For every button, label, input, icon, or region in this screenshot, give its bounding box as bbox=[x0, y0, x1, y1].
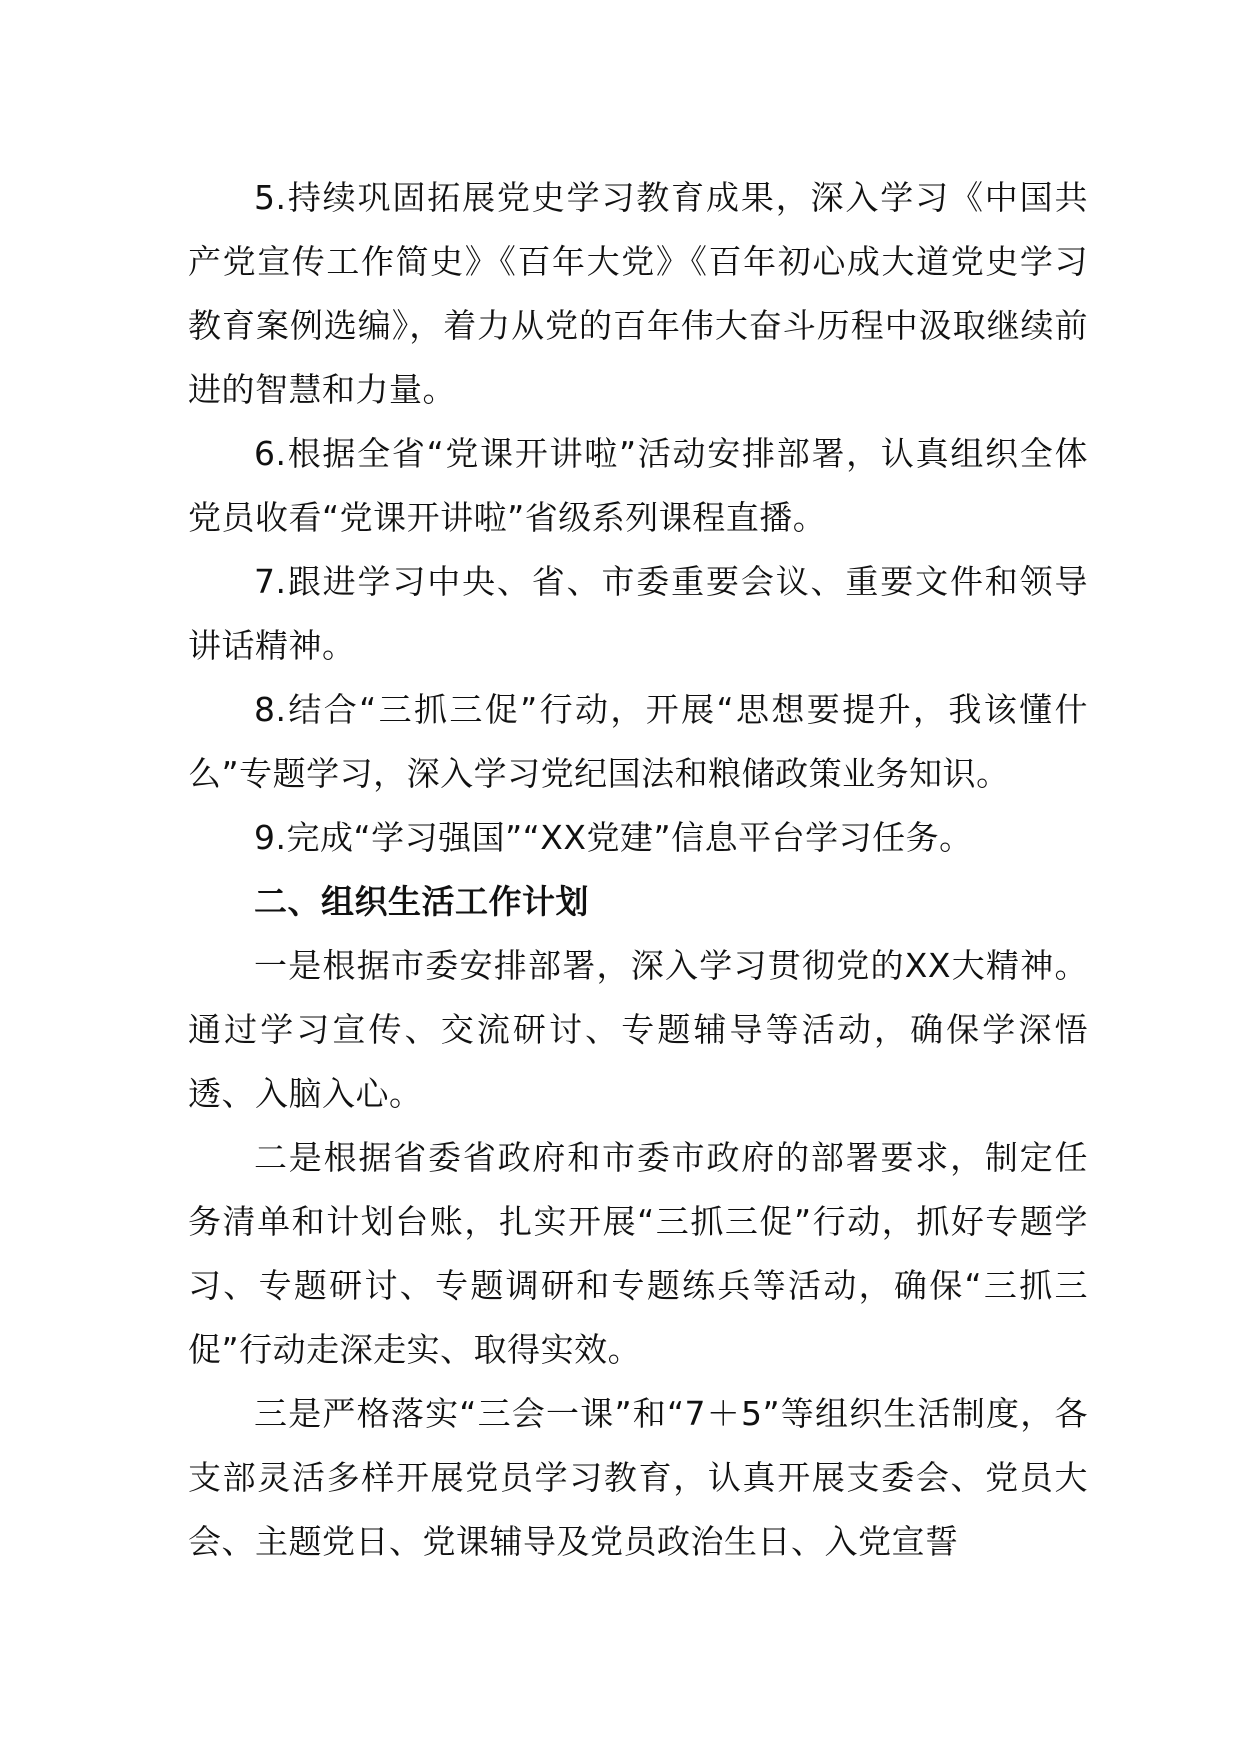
paragraph-item-6: 6.根据全省“党课开讲啦”活动安排部署，认真组织全体党员收看“党课开讲啦”省级系列课程直播。 bbox=[188, 434, 1088, 537]
section-heading: 二、组织生活工作计划 bbox=[254, 882, 589, 921]
document-body bbox=[188, 166, 1088, 1574]
paragraph-item-8: 8.结合“三抓三促”行动，开展“思想要提升，我该懂什么”专题学习，深入学习党纪国法和粮储政策业务知识。 bbox=[188, 690, 1088, 793]
paragraph-third: 三是严格落实“三会一课”和“7＋5”等组织生活制度，各支部灵活多样开展党员学习教育，认真开展支委会、党员大会、主题党日、党课辅导及党员政治生日、入党宣誓 bbox=[188, 1394, 1088, 1561]
paragraph-item-9: 9.完成“学习强国”“XX党建”信息平台学习任务。 bbox=[254, 818, 973, 857]
paragraph-first: 一是根据市委安排部署，深入学习贯彻党的XX大精神。通过学习宣传、交流研讨、专题辅导等活动，确保学深悟透、入脑入心。 bbox=[188, 946, 1088, 1113]
paragraph-item-7: 7.跟进学习中央、省、市委重要会议、重要文件和领导讲话精神。 bbox=[188, 562, 1088, 665]
paragraph-item-5: 5.持续巩固拓展党史学习教育成果，深入学习《中国共产党宣传工作简史》《百年大党》《百年初心成大道党史学习教育案例选编》，着力从党的百年伟大奋斗历程中汲取继续前进的智慧和力量。 bbox=[188, 178, 1088, 409]
paragraph-second: 二是根据省委省政府和市委市政府的部署要求，制定任务清单和计划台账，扎实开展“三抓三促”行动，抓好专题学习、专题研讨、专题调研和专题练兵等活动，确保“三抓三促”行动走深走实、取得实效。 bbox=[188, 1138, 1088, 1369]
